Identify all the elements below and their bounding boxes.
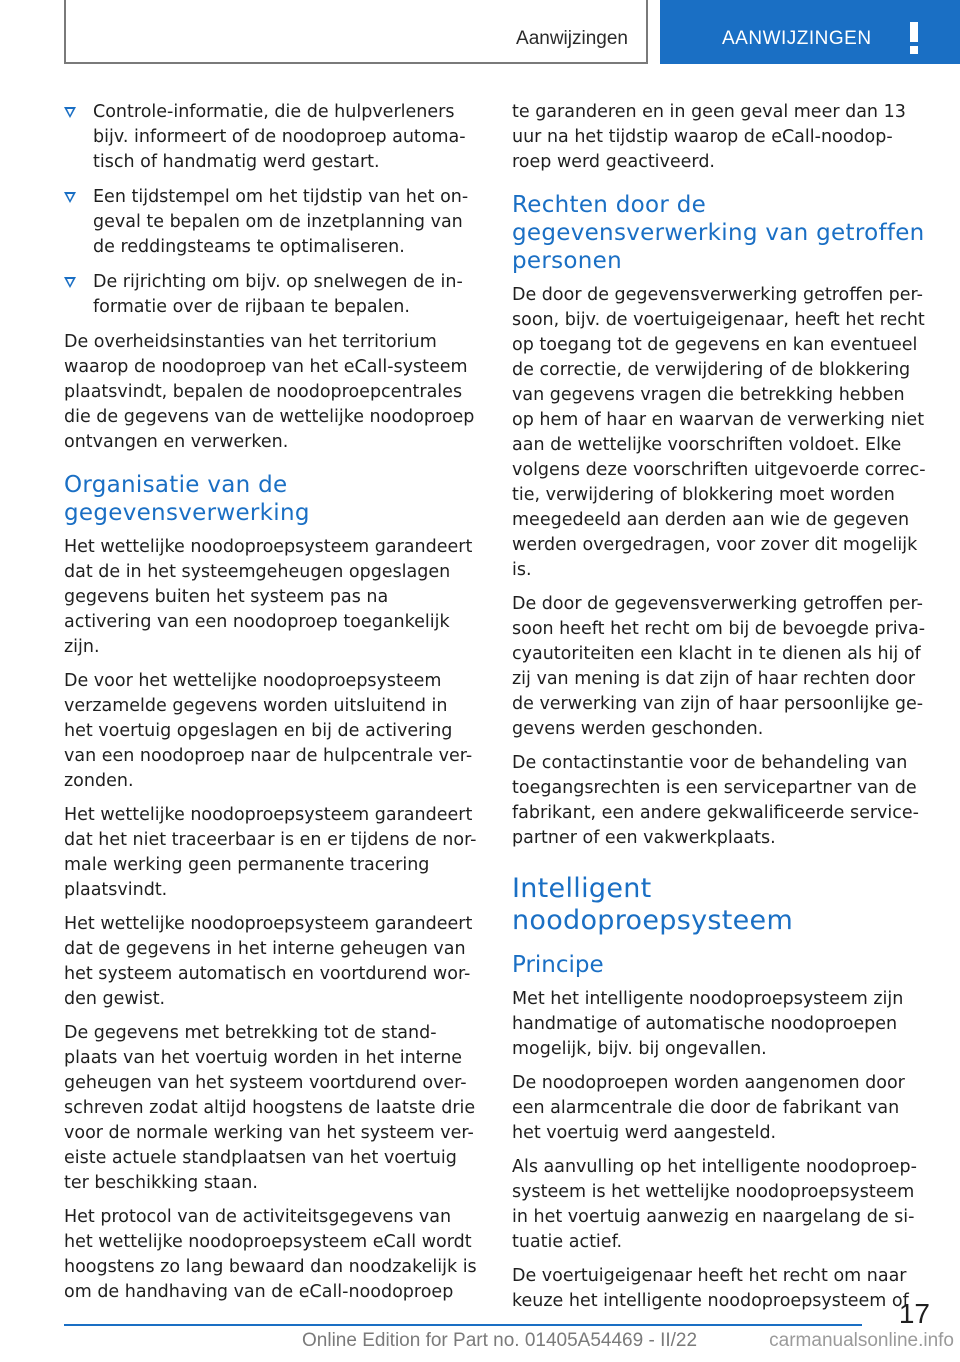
paragraph: De voertuigeigenaar heeft het recht om naar keuze het intelligente noodoproepsysteem of: [512, 1266, 909, 1311]
section-heading: Organisatie van de gegevensverwerking: [64, 472, 310, 526]
left-column: [64, 100, 480, 1314]
paragraph: De door de gegevensverwerking getroffen per-soon, bijv. de voertuigeigenaar, heeft het recht op toegang tot de gegevens en kan eventueel de correctie, de verwijdering of de blokkering van gegevens vragen die betrekking hebben op hem of haar en waarvan de verwerking niet aan de wettelijke voorschriften voldoet. Elke volgens deze voorschriften uitgevoerde correc-tie, verwijdering of blokkering moet worden meegedeeld aan derden aan wie de gegeven werden overgedragen, voor zover dit mogelijk is.: [512, 285, 926, 580]
paragraph: De contactinstantie voor de behandeling van toegangsrechten is een servicepartner van de fabrikant, een andere gekwalificeerde service-partner of een vakwerkplaats.: [512, 753, 919, 848]
list-item-text: De rijrichting om bijv. op snelwegen de in-formatie over de rijbaan te bepalen.: [93, 272, 463, 317]
paragraph: De overheidsinstanties van het territorium waarop de noodoproep van het eCall-systeem plaatsvindt, bepalen de noodoproepcentrales die de gegevens van de wettelijke noodoproep ontvangen en verwerken.: [64, 332, 475, 452]
right-column: [512, 100, 930, 1323]
list-item-text: Een tijdstempel om het tijdstip van het on-geval te bepalen om de inzetplanning van de reddingsteams te optimaliseren.: [93, 187, 469, 257]
paragraph: De door de gegevensverwerking getroffen per-soon heeft het recht om bij de bevoegde priva-cyautoriteiten een klacht in te dienen als hij of zij van mening is dat zijn of haar rechten door de verwerking van zijn of haar persoonlijke ge-gevens werden geschonden.: [512, 594, 926, 739]
paragraph: Met het intelligente noodoproepsysteem zijn handmatige of automatische noodoproepen mogelijk, bijv. bij ongevallen.: [512, 989, 904, 1059]
exclamation-icon: [910, 22, 918, 54]
paragraph: Als aanvulling op het intelligente noodoproep-systeem is het wettelijke noodoproepsysteem in het voertuig aanwezig en naargelang de si-tuatie actief.: [512, 1157, 917, 1252]
section-title: Aanwijzingen: [516, 28, 628, 49]
subsection-heading: Principe: [512, 952, 604, 978]
paragraph: De gegevens met betrekking tot de stand-plaats van het voertuig worden in het interne geheugen van het systeem voortdurend over-schreven zodat altijd hoogstens de laatste drie voor de normale werking van het systeem ver-eiste actuele standplaatsen van het voertuig ter beschikking staan.: [64, 1023, 476, 1193]
triangle-bullet-icon: [64, 107, 76, 118]
section-heading: Rechten door de gegevensverwerking van getroffen personen: [512, 192, 925, 274]
list-item: [64, 100, 480, 175]
paragraph: te garanderen en in geen geval meer dan 13 uur na het tijdstip waarop de eCall-noodop-roep werd geactiveerd.: [512, 102, 906, 172]
triangle-bullet-icon: [64, 192, 76, 203]
paragraph: De voor het wettelijke noodoproepsysteem verzamelde gegevens worden uitsluitend in het voertuig opgeslagen en bij de activering van een noodoproep naar de hulpcentrale ver-zonden.: [64, 671, 473, 791]
footer-divider: [64, 1324, 862, 1326]
list-item-text: Controle-informatie, die de hulpverleners bijv. informeert of de noodoproep automa-tisch of handmatig werd gestart.: [93, 102, 466, 172]
watermark-link[interactable]: carmanualsonline.info: [769, 1330, 954, 1351]
list-item: [64, 270, 480, 320]
page-number: 17: [898, 1298, 930, 1329]
paragraph: De noodoproepen worden aangenomen door een alarmcentrale die door de fabrikant van het voertuig werd aangesteld.: [512, 1073, 905, 1143]
edition-info: Online Edition for Part no. 01405A54469 - II/22: [302, 1330, 698, 1351]
paragraph: Het wettelijke noodoproepsysteem garandeert dat het niet traceerbaar is en er tijdens de nor-male werking geen permanente tracering plaatsvindt.: [64, 805, 477, 900]
paragraph: Het wettelijke noodoproepsysteem garandeert dat de gegevens in het interne geheugen van het systeem automatisch en voortdurend wor-den gewist.: [64, 914, 473, 1009]
triangle-bullet-icon: [64, 277, 76, 288]
header-bar: [64, 0, 648, 64]
chapter-heading: Intelligent noodoproepsysteem: [512, 873, 794, 936]
chapter-tab[interactable]: [660, 0, 960, 64]
chapter-tab-label: AANWIJZINGEN: [722, 28, 872, 49]
list-item: [64, 185, 480, 260]
paragraph: Het wettelijke noodoproepsysteem garandeert dat de in het systeemgeheugen opgeslagen gegevens buiten het systeem pas na activering van een noodoproep toegankelijk zijn.: [64, 537, 473, 657]
paragraph: Het protocol van de activiteitsgegevens van het wettelijke noodoproepsysteem eCall wordt hoogstens zo lang bewaard dan noodzakelijk is om de handhaving van de eCall-noodoproep: [64, 1207, 477, 1302]
